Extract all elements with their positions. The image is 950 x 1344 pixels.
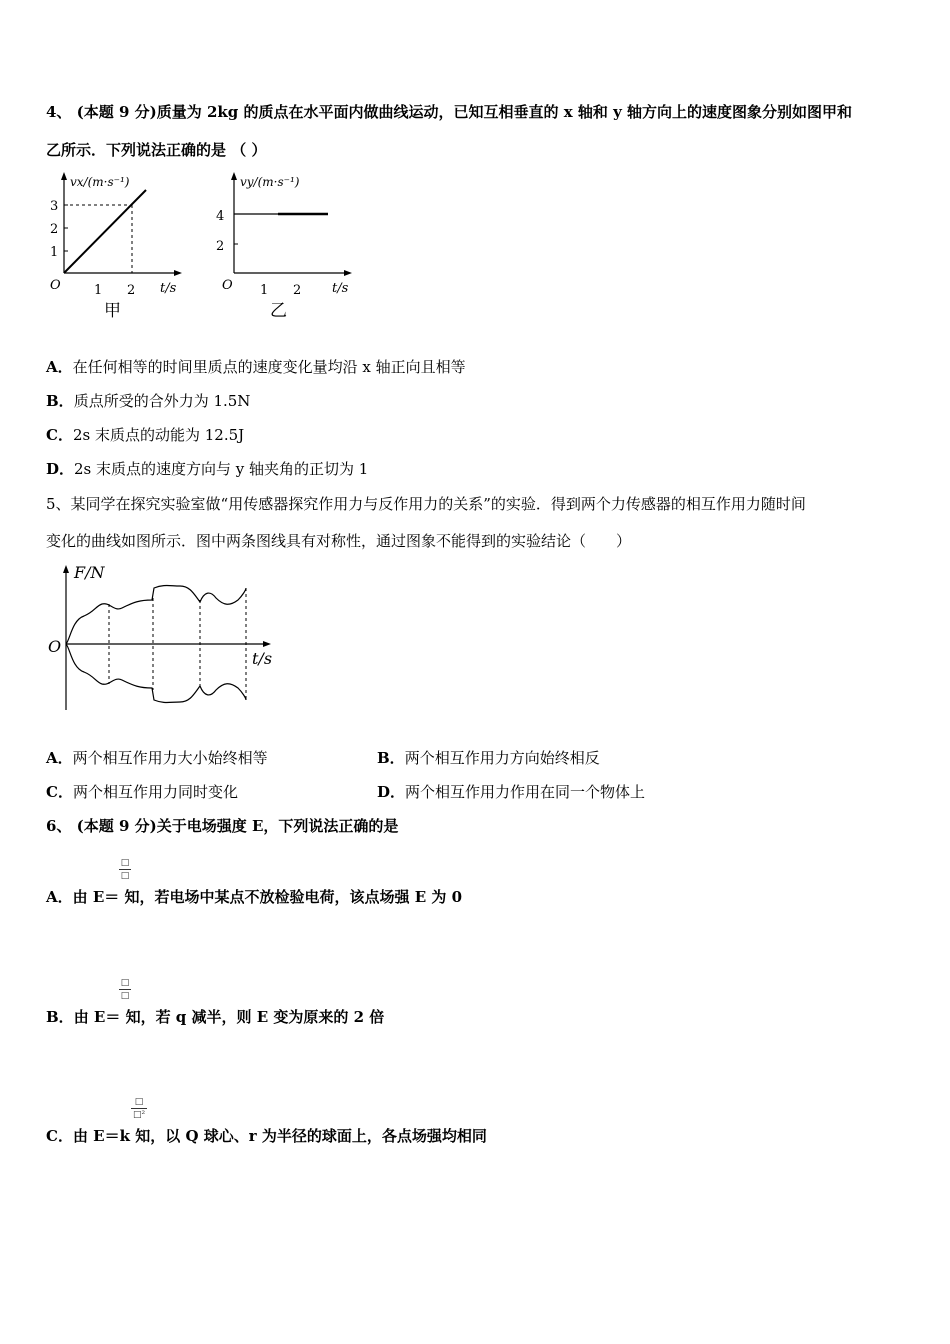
yi-ytick-2: 2: [216, 239, 225, 254]
jia-ylabel: vx/(m·s⁻¹): [70, 175, 130, 189]
jia-xtick-2: 2: [127, 283, 136, 298]
yi-xlabel: t/s: [332, 281, 349, 296]
yi-origin: O: [222, 278, 233, 293]
q6-option-a[interactable]: A．由 E＝ 知，若电场中某点不放检验电荷，该点场强 E 为 0: [46, 888, 463, 906]
q6-stem: 6、 (本题 9 分)关于电场强度 E，下列说法正确的是: [46, 817, 399, 835]
q5-option-c[interactable]: C．两个相互作用力同时变化: [46, 783, 238, 801]
f-origin: O: [48, 637, 62, 656]
q6-c-fraction-icon: □ □²: [132, 1097, 146, 1120]
q6-option-c[interactable]: C．由 E＝k 知，以 Q 球心、r 为半径的球面上，各点场强均相同: [46, 1127, 487, 1145]
f-y-arrow: [63, 565, 69, 573]
q5-option-d[interactable]: D．两个相互作用力作用在同一个物体上: [377, 783, 646, 801]
q4-option-b[interactable]: B．质点所受的合外力为 1.5N: [46, 392, 251, 410]
q5-force-graph: [44, 560, 284, 716]
q4-option-c[interactable]: C．2s 末质点的动能为 12.5J: [46, 426, 245, 444]
yi-xtick-2: 2: [293, 283, 302, 298]
q4-stem-line1: 4、 (本题 9 分)质量为 2kg 的质点在水平面内做曲线运动，已知互相垂直的 x 轴和 y 轴方向上的速度图象分别如图甲和: [46, 103, 853, 121]
q6-a-fraction-icon: □ □: [120, 858, 130, 881]
jia-ytick-1: 1: [50, 245, 59, 260]
q5-option-a[interactable]: A．两个相互作用力大小始终相等: [46, 749, 268, 767]
f-ylabel: F/N: [74, 563, 105, 582]
q5-stem-line2: 变化的曲线如图所示．图中两条图线具有对称性，通过图象不能得到的实验结论（ ）: [46, 532, 632, 550]
f-upper-curve: [66, 586, 246, 645]
q4-option-d[interactable]: D．2s 末质点的速度方向与 y 轴夹角的正切为 1: [46, 460, 369, 478]
q4-graph-yi: [212, 168, 362, 324]
yi-caption: 乙: [270, 301, 287, 321]
f-x-arrow: [263, 641, 271, 647]
q6-option-b[interactable]: B．由 E＝ 知，若 q 减半，则 E 变为原来的 2 倍: [46, 1008, 385, 1026]
jia-caption: 甲: [104, 301, 121, 321]
f-xlabel: t/s: [252, 649, 273, 668]
f-lower-curve: [66, 644, 246, 703]
jia-ytick-3: 3: [50, 199, 59, 214]
q6-b-fraction-icon: □ □: [120, 978, 130, 1001]
yi-ylabel: vy/(m·s⁻¹): [240, 175, 300, 189]
q4-stem-line2: 乙所示．下列说法正确的是 （ ）: [46, 141, 267, 159]
jia-origin: O: [50, 278, 61, 293]
q4-graph-jia: [46, 168, 186, 324]
jia-ytick-2: 2: [50, 222, 59, 237]
q5-stem-line1: 5、某同学在探究实验室做“用传感器探究作用力与反作用力的关系”的实验．得到两个力传感器的相互作用力随时间: [46, 495, 806, 513]
jia-xlabel: t/s: [160, 281, 177, 296]
yi-ytick-4: 4: [216, 209, 225, 224]
jia-xtick-1: 1: [94, 283, 103, 298]
q5-option-b[interactable]: B．两个相互作用力方向始终相反: [377, 749, 600, 767]
q4-option-a[interactable]: A．在任何相等的时间里质点的速度变化量均沿 x 轴正向且相等: [46, 358, 466, 376]
yi-xtick-1: 1: [260, 283, 269, 298]
